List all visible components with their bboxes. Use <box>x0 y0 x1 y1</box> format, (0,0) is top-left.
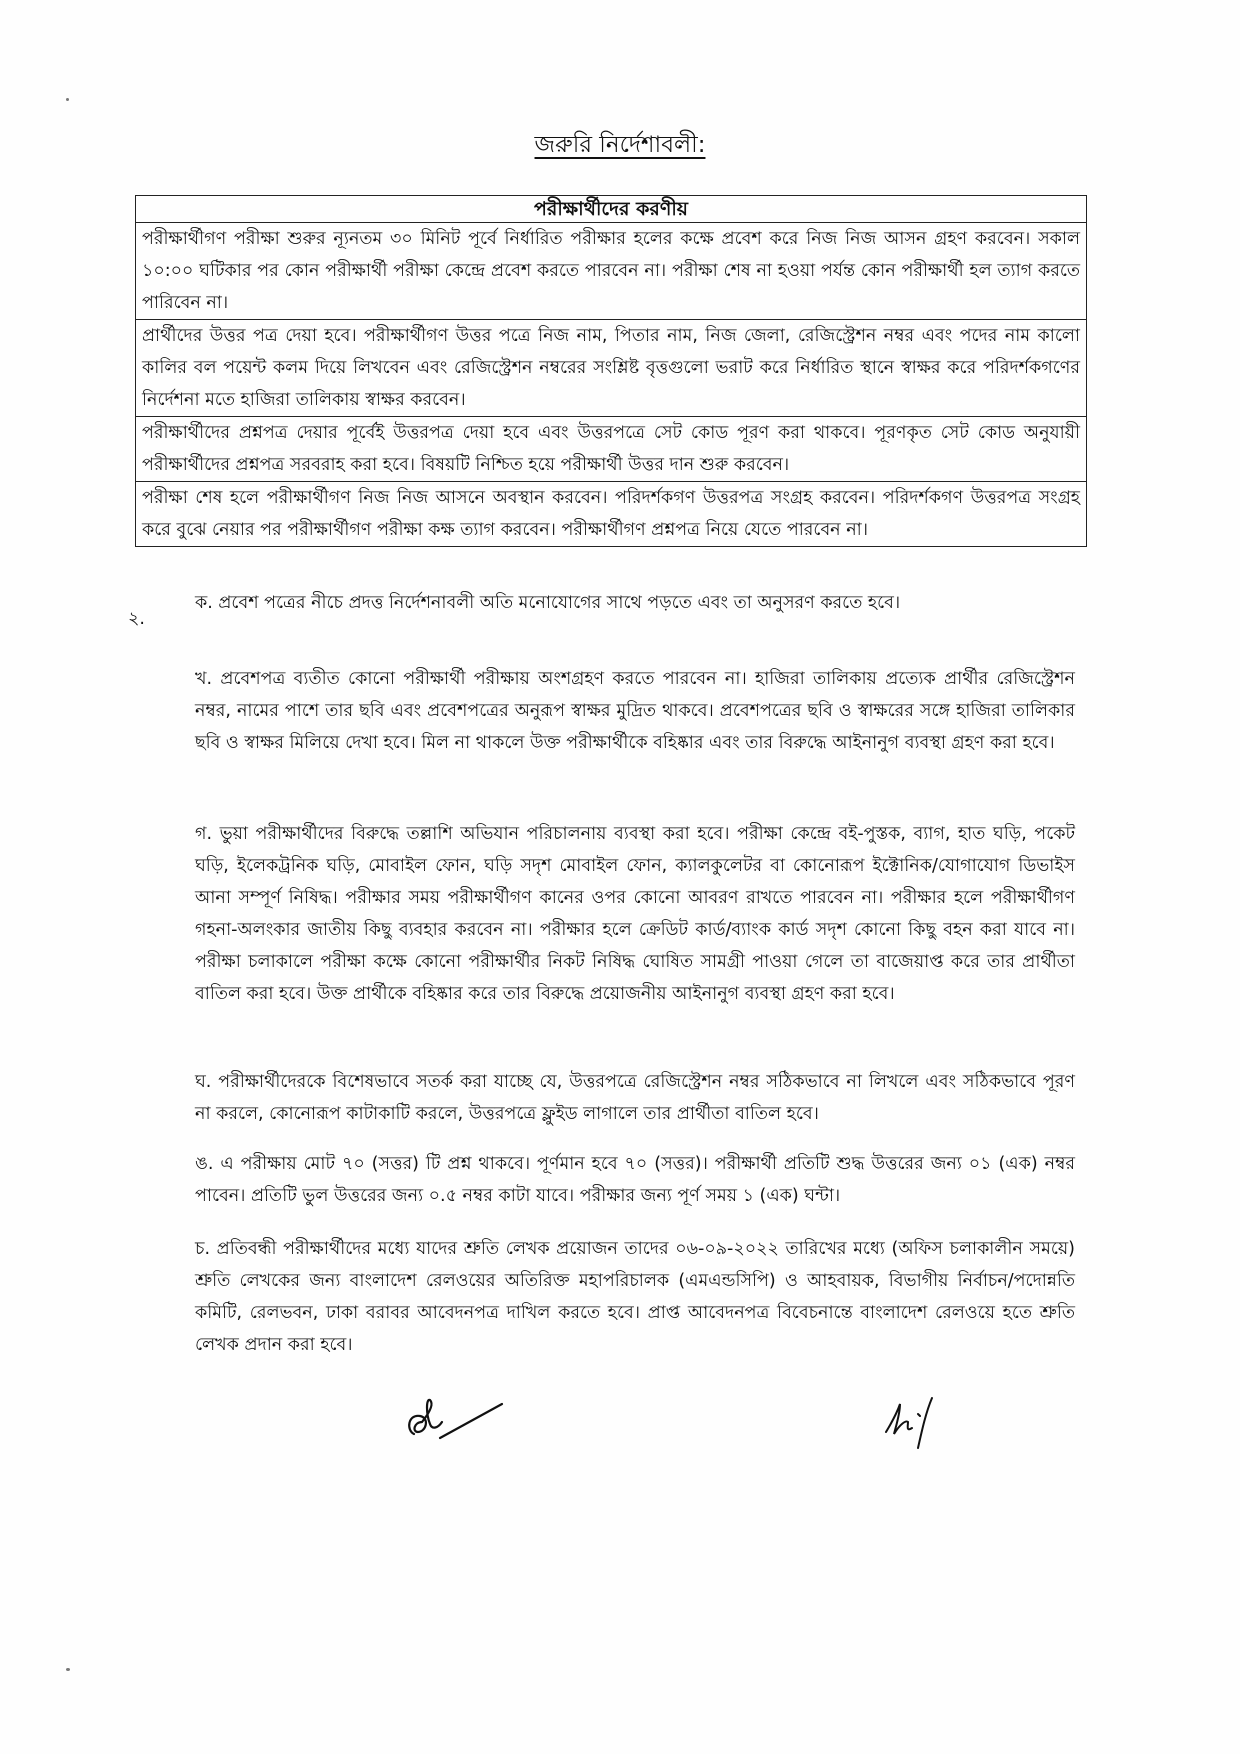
item-number: ২. <box>128 609 145 629</box>
duty-text: পরীক্ষার্থীদের প্রশ্নপত্র দেয়ার পূর্বেই উত্তরপত্র দেয়া হবে এবং উত্তরপত্রে সেট কোড পূরণ করা থাকবে। পূরণকৃত সেট কোড অনুযায়ী পরীক্ষার্থীদের প্রশ্নপত্র সরবরাহ করা হবে। বিষয়টি নিশ্চিত হয়ে পরীক্ষার্থী উত্তর দান শুরু করবেন। <box>136 417 1087 482</box>
scan-speck <box>66 1668 70 1671</box>
table-row <box>136 417 1087 482</box>
duty-text: পরীক্ষার্থীগণ পরীক্ষা শুরুর ন্যূনতম ৩০ মিনিট পূর্বে নির্ধারিত পরীক্ষার হলের কক্ষে প্রবেশ করে নিজ নিজ আসন গ্রহণ করবেন। সকাল ১০:০০ ঘটিকার পর কোন পরীক্ষার্থী পরীক্ষা কেন্দ্রে প্রবেশ করতে পারবেন না। পরীক্ষা শেষ না হওয়া পর্যন্ত কোন পরীক্ষার্থী হল ত্যাগ করতে পারিবেন না। <box>136 223 1087 320</box>
table-row <box>136 482 1087 547</box>
signature-left <box>400 1392 510 1452</box>
instruction-gha: ঘ. পরীক্ষার্থীদেরকে বিশেষভাবে সতর্ক করা যাচ্ছে যে, উত্তরপত্রে রেজিস্ট্রেশন নম্বর সঠিকভাবে না লিখলে এবং সঠিকভাবে পূরণ না করলে, কোনোরূপ কাটাকাটি করলে, উত্তরপত্রে ফ্লুইড লাগালে তার প্রার্থীতা বাতিল হবে। <box>195 1072 1075 1124</box>
scan-speck <box>66 98 69 101</box>
duties-table-header: পরীক্ষার্থীদের করণীয় <box>136 196 1087 223</box>
instruction-kha: খ. প্রবেশপত্র ব্যতীত কোনো পরীক্ষার্থী পরীক্ষায় অংশগ্রহণ করতে পারবেন না। হাজিরা তালিকায় প্রত্যেক প্রার্থীর রেজিস্ট্রেশন নম্বর, নামের পাশে তার ছবি এবং প্রবেশপত্রের অনুরূপ স্বাক্ষর মুদ্রিত থাকবে। প্রবেশপত্রের ছবি ও স্বাক্ষরের সঙ্গে হাজিরা তালিকার ছবি ও স্বাক্ষর মিলিয়ে দেখা হবে। মিল না থাকলে উক্ত পরীক্ষার্থীকে বহিষ্কার এবং তার বিরুদ্ধে আইনানুগ ব্যবস্থা গ্রহণ করা হবে। <box>195 669 1075 753</box>
duty-text: পরীক্ষা শেষ হলে পরীক্ষার্থীগণ নিজ নিজ আসনে অবস্থান করবেন। পরিদর্শকগণ উত্তরপত্র সংগ্রহ করবেন। পরিদর্শকগণ উত্তরপত্র সংগ্রহ করে বুঝে নেয়ার পর পরীক্ষার্থীগণ পরীক্ষা কক্ষ ত্যাগ করবেন। পরীক্ষার্থীগণ প্রশ্নপত্র নিয়ে যেতে পারবেন না। <box>136 482 1087 547</box>
table-row <box>136 223 1087 320</box>
candidate-duties-table <box>135 195 1087 547</box>
document-title: জরুরি নির্দেশাবলী: <box>534 132 706 158</box>
instruction-ka: ক. প্রবেশ পত্রের নীচে প্রদত্ত নির্দেশনাবলী অতি মনোযোগের সাথে পড়তে এবং তা অনুসরণ করতে হবে। <box>195 593 901 613</box>
instruction-ga: গ. ভুয়া পরীক্ষার্থীদের বিরুদ্ধে তল্লাশি অভিযান পরিচালনায় ব্যবস্থা করা হবে। পরীক্ষা কেন্দ্রে বই-পুস্তক, ব্যাগ, হাত ঘড়ি, পকেট ঘড়ি, ইলেকট্রনিক ঘড়ি, মোবাইল ফোন, ঘড়ি সদৃশ মোবাইল ফোন, ক্যালকুলেটর বা কোনোরূপ ইক্টোনিক/যোগাযোগ ডিভাইস আনা সম্পূর্ণ নিষিদ্ধ। পরীক্ষার সময় পরীক্ষার্থীগণ কানের ওপর কোনো আবরণ রাখতে পারবেন না। পরীক্ষার হলে পরীক্ষার্থীগণ গহনা-অলংকার জাতীয় কিছু ব্যবহার করবেন না। পরীক্ষার হলে ক্রেডিট কার্ড/ব্যাংক কার্ড সদৃশ কোনো কিছু বহন করা যাবে না। পরীক্ষা চলাকালে পরীক্ষা কক্ষে কোনো পরীক্ষার্থীর নিকট নিষিদ্ধ ঘোষিত সামগ্রী পাওয়া গেলে তা বাজেয়াপ্ত করে তার প্রার্থীতা বাতিল করা হবে। উক্ত প্রার্থীকে বহিষ্কার করে তার বিরুদ্ধে প্রয়োজনীয় আইনানুগ ব্যবস্থা গ্রহণ করা হবে। <box>195 824 1075 1004</box>
duty-text: প্রার্থীদের উত্তর পত্র দেয়া হবে। পরীক্ষার্থীগণ উত্তর পত্রে নিজ নাম, পিতার নাম, নিজ জেলা, রেজিস্ট্রেশন নম্বর এবং পদের নাম কালো কালির বল পয়েন্ট কলম দিয়ে লিখবেন এবং রেজিস্ট্রেশন নম্বরের সংশ্লিষ্ট বৃত্তগুলো ভরাট করে নির্ধারিত স্থানে স্বাক্ষর করে পরিদর্শকগণের নির্দেশনা মতে হাজিরা তালিকায় স্বাক্ষর করবেন। <box>136 320 1087 417</box>
instruction-uma: ঙ. এ পরীক্ষায় মোট ৭০ (সত্তর) টি প্রশ্ন থাকবে। পূর্ণমান হবে ৭০ (সত্তর)। পরীক্ষার্থী প্রতিটি শুদ্ধ উত্তরের জন্য ০১ (এক) নম্বর পাবেন। প্রতিটি ভুল উত্তরের জন্য ০.৫ নম্বর কাটা যাবে। পরীক্ষার জন্য পূর্ণ সময় ১ (এক) ঘন্টা। <box>195 1154 1075 1206</box>
table-row <box>136 320 1087 417</box>
instruction-cha: চ. প্রতিবন্ধী পরীক্ষার্থীদের মধ্যে যাদের শ্রুতি লেখক প্রয়োজন তাদের ০৬-০৯-২০২২ তারিখের মধ্যে (অফিস চলাকালীন সময়ে) শ্রুতি লেখকের জন্য বাংলাদেশ রেলওয়ের অতিরিক্ত মহাপরিচালক (এমএন্ডসিপি) ও আহবায়ক, বিভাগীয় নির্বাচন/পদোন্নতি কমিটি, রেলভবন, ঢাকা বরাবর আবেদনপত্র দাখিল করতে হবে। প্রাপ্ত আবেদনপত্র বিবেচনান্তে বাংলাদেশ রেলওয়ে হতে শ্রুতি লেখক প্রদান করা হবে। <box>195 1239 1075 1355</box>
signature-right <box>878 1392 948 1456</box>
